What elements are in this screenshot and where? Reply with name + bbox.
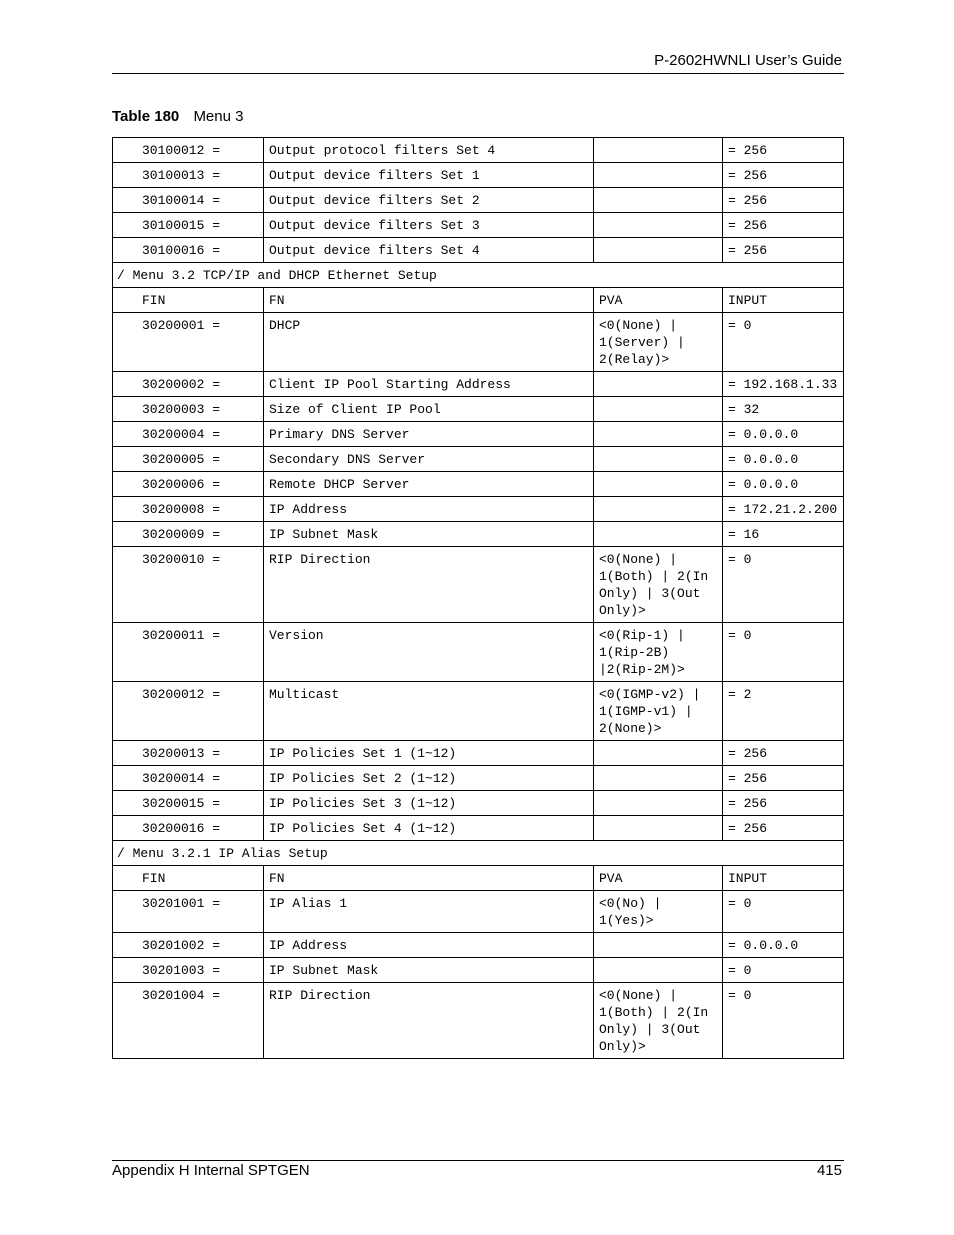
cell-fin: 30200005 = (113, 447, 264, 472)
cell-pva (594, 163, 723, 188)
cell-fn: RIP Direction (264, 547, 594, 623)
cell-pva (594, 447, 723, 472)
footer-divider (112, 1160, 844, 1161)
header-cell-input: INPUT (723, 288, 844, 313)
column-header-row (113, 866, 844, 891)
cell-pva (594, 472, 723, 497)
cell-fn: IP Policies Set 2 (1~12) (264, 766, 594, 791)
cell-fin: 30100012 = (113, 138, 264, 163)
cell-fin: 30201004 = (113, 983, 264, 1059)
cell-fin: 30200010 = (113, 547, 264, 623)
cell-fn: Secondary DNS Server (264, 447, 594, 472)
cell-pva (594, 188, 723, 213)
cell-pva (594, 397, 723, 422)
table-row (113, 397, 844, 422)
cell-fin: 30201001 = (113, 891, 264, 933)
cell-fn: Output device filters Set 1 (264, 163, 594, 188)
section-title: / Menu 3.2 TCP/IP and DHCP Ethernet Setup (113, 263, 844, 288)
cell-fin: 30200015 = (113, 791, 264, 816)
header-cell-input: INPUT (723, 866, 844, 891)
cell-fn: Output protocol filters Set 4 (264, 138, 594, 163)
cell-input: = 0.0.0.0 (723, 472, 844, 497)
table-row (113, 522, 844, 547)
header-divider (112, 73, 844, 74)
cell-input: = 0 (723, 623, 844, 682)
cell-fin: 30200003 = (113, 397, 264, 422)
cell-fn: RIP Direction (264, 983, 594, 1059)
cell-input: = 0.0.0.0 (723, 933, 844, 958)
cell-fin: 30100016 = (113, 238, 264, 263)
cell-pva: <0(No) | 1(Yes)> (594, 891, 723, 933)
cell-fin: 30201002 = (113, 933, 264, 958)
page-header-title: P-2602HWNLI User’s Guide (654, 52, 842, 69)
cell-fn: IP Policies Set 3 (1~12) (264, 791, 594, 816)
cell-pva (594, 933, 723, 958)
cell-input: = 256 (723, 213, 844, 238)
cell-fn: IP Subnet Mask (264, 958, 594, 983)
cell-fn: DHCP (264, 313, 594, 372)
cell-input: = 172.21.2.200 (723, 497, 844, 522)
cell-pva: <0(None) | 1(Both) | 2(In Only) | 3(Out Only)> (594, 983, 723, 1059)
table-row (113, 933, 844, 958)
cell-fin: 30200008 = (113, 497, 264, 522)
cell-input: = 256 (723, 766, 844, 791)
cell-fn: Version (264, 623, 594, 682)
cell-fin: 30200013 = (113, 741, 264, 766)
table-row (113, 623, 844, 682)
menu-table (112, 137, 844, 1059)
cell-pva (594, 422, 723, 447)
cell-fin: 30200004 = (113, 422, 264, 447)
cell-fin: 30200006 = (113, 472, 264, 497)
cell-fin: 30200012 = (113, 682, 264, 741)
cell-input: = 0 (723, 891, 844, 933)
table-row (113, 372, 844, 397)
cell-fn: IP Address (264, 933, 594, 958)
table-row (113, 163, 844, 188)
cell-fin: 30200009 = (113, 522, 264, 547)
cell-fin: 30100014 = (113, 188, 264, 213)
cell-fn: IP Policies Set 4 (1~12) (264, 816, 594, 841)
table-row (113, 958, 844, 983)
table-row (113, 138, 844, 163)
cell-pva (594, 816, 723, 841)
table-row (113, 472, 844, 497)
header-cell-fin: FIN (113, 866, 264, 891)
cell-fn: IP Address (264, 497, 594, 522)
cell-input: = 2 (723, 682, 844, 741)
table-row (113, 497, 844, 522)
table-row (113, 188, 844, 213)
table-caption-label: Table 180 (112, 108, 180, 125)
cell-input: = 0 (723, 958, 844, 983)
cell-pva: <0(None) | 1(Both) | 2(In Only) | 3(Out Only)> (594, 547, 723, 623)
cell-pva: <0(None) | 1(Server) | 2(Relay)> (594, 313, 723, 372)
table-row (113, 547, 844, 623)
menu-table-body (113, 138, 844, 1059)
cell-fn: Size of Client IP Pool (264, 397, 594, 422)
table-row (113, 213, 844, 238)
cell-pva (594, 791, 723, 816)
table-row (113, 682, 844, 741)
table-row (113, 741, 844, 766)
header-cell-pva: PVA (594, 288, 723, 313)
section-row (113, 841, 844, 866)
cell-fin: 30200002 = (113, 372, 264, 397)
cell-pva (594, 522, 723, 547)
table-row (113, 983, 844, 1059)
cell-fn: IP Alias 1 (264, 891, 594, 933)
cell-input: = 16 (723, 522, 844, 547)
table-caption-title: Menu 3 (193, 108, 244, 125)
cell-input: = 0 (723, 983, 844, 1059)
cell-pva (594, 213, 723, 238)
cell-fin: 30100013 = (113, 163, 264, 188)
cell-pva: <0(Rip-1) | 1(Rip-2B) |2(Rip-2M)> (594, 623, 723, 682)
cell-fn: IP Subnet Mask (264, 522, 594, 547)
cell-fn: Client IP Pool Starting Address (264, 372, 594, 397)
cell-pva (594, 497, 723, 522)
cell-input: = 0 (723, 313, 844, 372)
cell-fin: 30200011 = (113, 623, 264, 682)
cell-input: = 0 (723, 547, 844, 623)
cell-fin: 30200014 = (113, 766, 264, 791)
table-row (113, 791, 844, 816)
header-cell-fn: FN (264, 866, 594, 891)
section-row (113, 263, 844, 288)
table-row (113, 447, 844, 472)
page-number: 415 (816, 1162, 842, 1179)
footer-section-title: Appendix H Internal SPTGEN (112, 1162, 310, 1179)
cell-input: = 0.0.0.0 (723, 422, 844, 447)
cell-fn: Output device filters Set 2 (264, 188, 594, 213)
cell-pva (594, 372, 723, 397)
column-header-row (113, 288, 844, 313)
cell-input: = 256 (723, 741, 844, 766)
cell-input: = 256 (723, 163, 844, 188)
header-cell-pva: PVA (594, 866, 723, 891)
cell-fn: Remote DHCP Server (264, 472, 594, 497)
table-row (113, 422, 844, 447)
cell-fin: 30201003 = (113, 958, 264, 983)
cell-fn: Multicast (264, 682, 594, 741)
section-title: / Menu 3.2.1 IP Alias Setup (113, 841, 844, 866)
cell-fin: 30200016 = (113, 816, 264, 841)
cell-pva: <0(IGMP-v2) | 1(IGMP-v1) | 2(None)> (594, 682, 723, 741)
header-cell-fin: FIN (113, 288, 264, 313)
cell-input: = 0.0.0.0 (723, 447, 844, 472)
cell-fn: Primary DNS Server (264, 422, 594, 447)
cell-fn: Output device filters Set 4 (264, 238, 594, 263)
cell-input: = 256 (723, 138, 844, 163)
table-caption (112, 108, 243, 125)
cell-pva (594, 766, 723, 791)
table-row (113, 766, 844, 791)
cell-pva (594, 238, 723, 263)
table-row (113, 313, 844, 372)
cell-fin: 30100015 = (113, 213, 264, 238)
cell-fn: Output device filters Set 3 (264, 213, 594, 238)
cell-input: = 32 (723, 397, 844, 422)
header-cell-fn: FN (264, 288, 594, 313)
cell-pva (594, 138, 723, 163)
cell-fin: 30200001 = (113, 313, 264, 372)
table-row (113, 238, 844, 263)
cell-input: = 192.168.1.33 (723, 372, 844, 397)
table-row (113, 816, 844, 841)
cell-input: = 256 (723, 188, 844, 213)
cell-input: = 256 (723, 238, 844, 263)
cell-pva (594, 741, 723, 766)
table-row (113, 891, 844, 933)
cell-input: = 256 (723, 816, 844, 841)
cell-input: = 256 (723, 791, 844, 816)
cell-pva (594, 958, 723, 983)
cell-fn: IP Policies Set 1 (1~12) (264, 741, 594, 766)
